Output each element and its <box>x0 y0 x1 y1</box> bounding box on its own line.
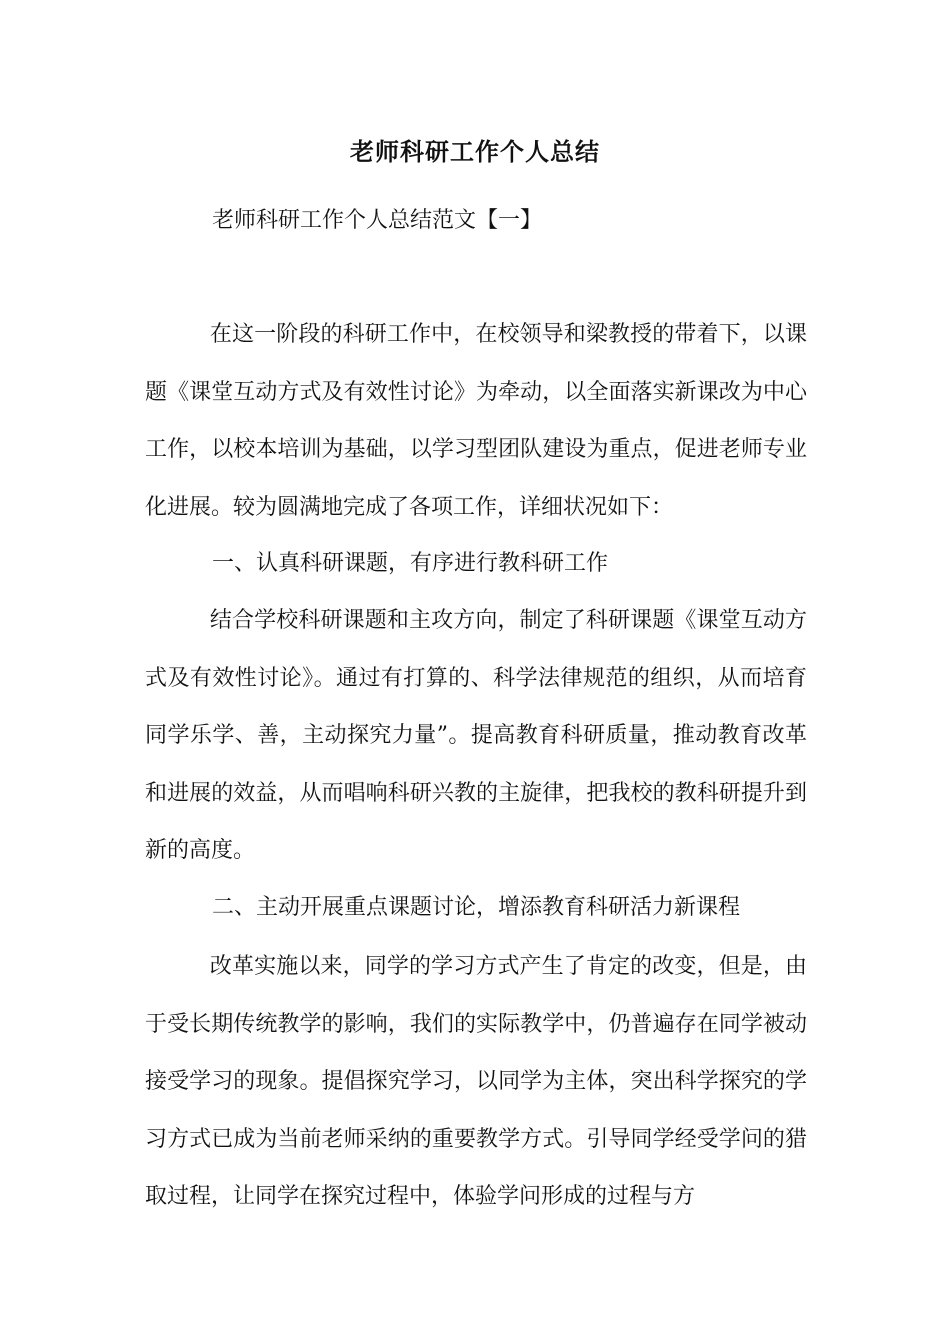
page-title: 老师科研工作个人总结 <box>350 137 600 166</box>
paragraph-section-2: 改革实施以来，同学的学习方式产生了肯定的改变，但是，由于受长期传统教学的影响，我们的实际教学中，仍普遍存在同学被动接受学习的现象。提倡探究学习，以同学为主体，突出科学探究的学习方式已成为当前老师采纳的重要教学方式。引导同学经受学问的猎取过程，让同学在探究过程中，体验学问形成的过程与方 <box>145 954 807 1209</box>
document-subtitle: 老师科研工作个人总结范文【一】 <box>212 208 543 233</box>
section-heading-2: 二、主动开展重点课题讨论，增添教育科研活力新课程 <box>212 895 741 920</box>
paragraph-section-1: 结合学校科研课题和主攻方向，制定了科研课题《课堂互动方式及有效性讨论》。通过有打算的、科学法律规范的组织，从而培育同学乐学、善，主动探究力量”。提高教育科研质量，推动教育改革和进展的效益，从而唱响科研兴教的主旋律，把我校的教科研提升到新的高度。 <box>145 608 807 863</box>
section-heading-1: 一、认真科研课题，有序进行教科研工作 <box>212 551 609 576</box>
paragraph-intro: 在这一阶段的科研工作中，在校领导和梁教授的带着下，以课题《课堂互动方式及有效性讨论》为牵动，以全面落实新课改为中心工作，以校本培训为基础，以学习型团队建设为重点，促进老师专业化进展。较为圆满地完成了各项工作，详细状况如下： <box>145 322 807 520</box>
